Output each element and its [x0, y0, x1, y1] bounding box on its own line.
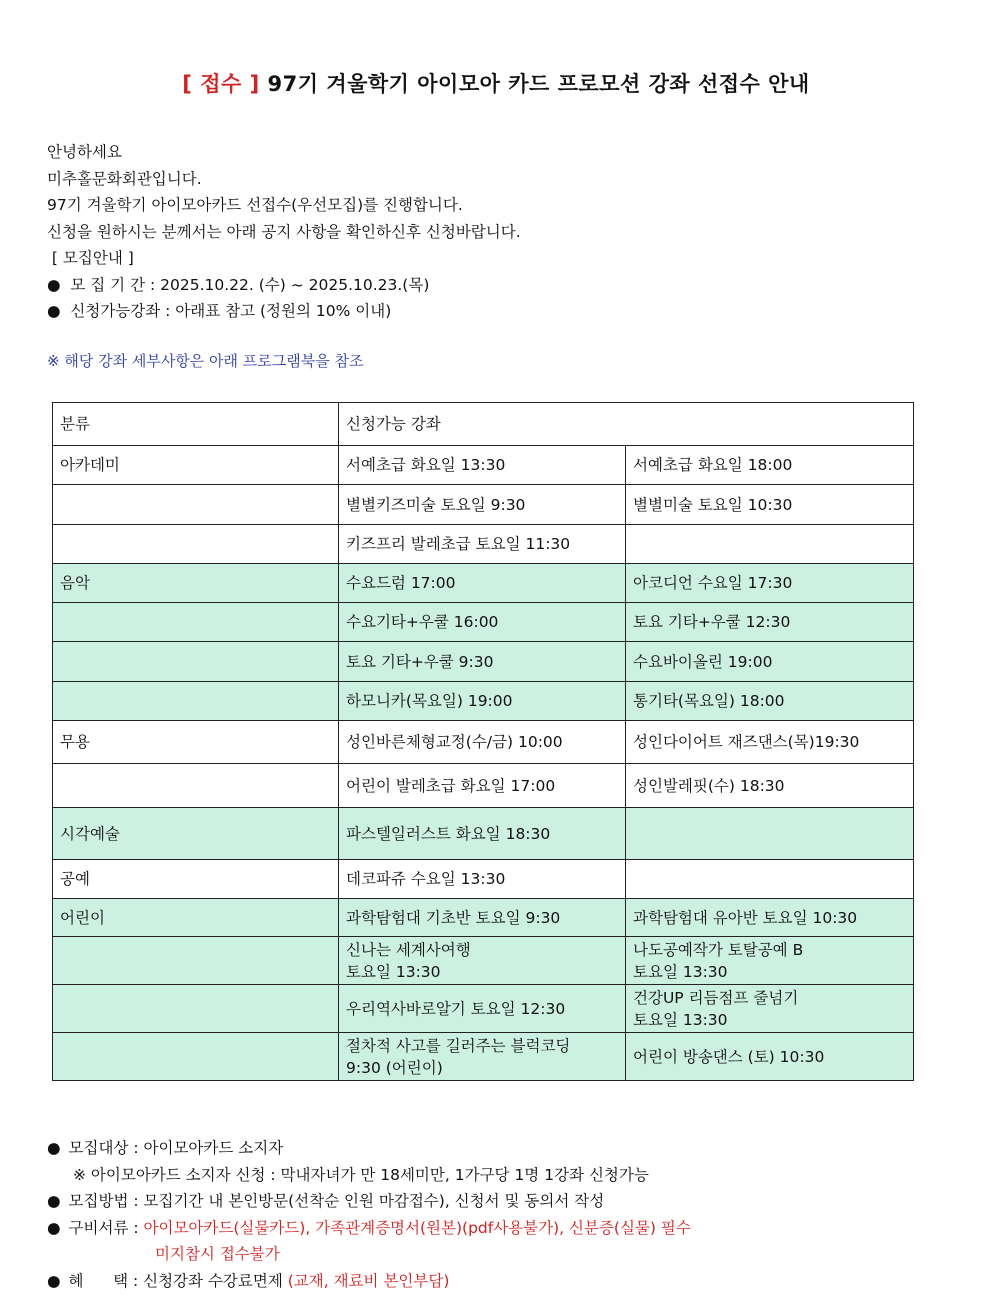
table-row	[53, 860, 914, 899]
category-cell	[53, 525, 339, 564]
course-cell: 하모니카(목요일) 19:00	[339, 682, 626, 721]
table-row	[53, 525, 914, 564]
course-cell: 과학탐험대 유아반 토요일 10:30	[626, 899, 914, 937]
benefit-label: 혜 택 :	[68, 1271, 144, 1290]
course-cell: 아코디언 수요일 17:30	[626, 564, 914, 603]
docs-value: 아이모아카드(실물카드), 가족관계증명서(원본)(pdf사용불가), 신분증(실물) 필수	[143, 1218, 691, 1237]
course-cell: 어린이 발레초급 화요일 17:00	[339, 764, 626, 808]
table-row	[53, 899, 914, 937]
target-note: ※ 아이모아카드 소지자 신청 : 막내자녀가 만 18세미만, 1가구당 1명 1강좌 신청가능	[73, 1165, 649, 1184]
title-tag: [ 접수 ]	[182, 72, 260, 96]
course-cell: 별별미술 토요일 10:30	[626, 485, 914, 525]
table-row	[53, 1033, 914, 1081]
category-cell: 공예	[53, 860, 339, 899]
category-cell	[53, 642, 339, 682]
docs-label: 구비서류 :	[68, 1218, 144, 1237]
target-label: 모집대상 :	[68, 1139, 144, 1157]
table-row	[53, 446, 914, 485]
course-cell: 나도공예작가 토탈공예 B 토요일 13:30	[626, 937, 914, 985]
recruit-period: ● 모 집 기 간 : 2025.10.22. (수) ~ 2025.10.23.(목)	[47, 275, 430, 294]
intro-section	[47, 139, 521, 325]
info-section	[47, 1135, 691, 1294]
table-row	[53, 808, 914, 860]
intro-line: 신청을 원하시는 분께서는 아래 공지 사항을 확인하신후 신청바랍니다.	[47, 222, 521, 241]
course-cell: 우리역사바로알기 토요일 12:30	[339, 985, 626, 1033]
category-cell: 어린이	[53, 899, 339, 937]
course-cell: 토요 기타+우쿨 12:30	[626, 603, 914, 642]
course-cell: 과학탐험대 기초반 토요일 9:30	[339, 899, 626, 937]
header-courses: 신청가능 강좌	[339, 403, 914, 446]
category-cell: 무용	[53, 721, 339, 764]
docs-row	[47, 1215, 691, 1242]
table-row	[53, 764, 914, 808]
table-row	[53, 642, 914, 682]
header-category: 분류	[53, 403, 339, 446]
course-cell: 건강UP 리듬점프 줄넘기 토요일 13:30	[626, 985, 914, 1033]
course-cell	[626, 860, 914, 899]
course-cell: 성인바른체형교정(수/금) 10:00	[339, 721, 626, 764]
category-cell: 시각예술	[53, 808, 339, 860]
benefit-value: 신청강좌 수강료면제	[143, 1271, 288, 1290]
program-book-note: ※ 해당 강좌 세부사항은 아래 프로그램북을 참조	[47, 352, 364, 370]
course-cell: 키즈프리 발레초급 토요일 11:30	[339, 525, 626, 564]
category-cell	[53, 937, 339, 985]
intro-line: 미추홀문화회관입니다.	[47, 169, 202, 188]
course-cell	[626, 525, 914, 564]
course-cell: 별별키즈미술 토요일 9:30	[339, 485, 626, 525]
category-cell	[53, 603, 339, 642]
table-row	[53, 985, 914, 1033]
intro-line: 97기 겨울학기 아이모아카드 선접수(우선모집)를 진행합니다.	[47, 196, 463, 214]
docs-note: 미지참시 접수불가	[155, 1245, 280, 1263]
page-title	[0, 68, 992, 98]
table-row	[53, 485, 914, 525]
course-cell: 토요 기타+우쿨 9:30	[339, 642, 626, 682]
target-row	[47, 1135, 691, 1162]
category-cell	[53, 985, 339, 1033]
method-row	[47, 1188, 691, 1215]
course-cell: 절차적 사고를 길러주는 블럭코딩 9:30 (어린이)	[339, 1033, 626, 1081]
category-cell	[53, 485, 339, 525]
course-cell: 신나는 세계사여행 토요일 13:30	[339, 937, 626, 985]
table-row	[53, 721, 914, 764]
category-cell	[53, 764, 339, 808]
method-label: 모집방법 :	[68, 1192, 144, 1210]
course-cell: 서예초급 화요일 18:00	[626, 446, 914, 485]
intro-line: 안녕하세요	[47, 143, 122, 161]
course-cell: 수요바이올린 19:00	[626, 642, 914, 682]
benefit-row	[47, 1268, 691, 1295]
category-cell: 아카데미	[53, 446, 339, 485]
course-cell: 어린이 방송댄스 (토) 10:30	[626, 1033, 914, 1081]
category-cell	[53, 1033, 339, 1081]
table-row	[53, 682, 914, 721]
course-cell: 파스텔일러스트 화요일 18:30	[339, 808, 626, 860]
course-table	[52, 402, 914, 1081]
available-courses-note: ● 신청가능강좌 : 아래표 참고 (정원의 10% 이내)	[47, 302, 392, 320]
course-cell: 서예초급 화요일 13:30	[339, 446, 626, 485]
course-cell: 성인다이어트 재즈댄스(목)19:30	[626, 721, 914, 764]
course-cell: 수요드럼 17:00	[339, 564, 626, 603]
recruit-guide-heading: [ 모집안내 ]	[47, 249, 134, 267]
category-cell: 음악	[53, 564, 339, 603]
target-value: 아이모아카드 소지자	[143, 1139, 284, 1157]
course-cell: 성인발레핏(수) 18:30	[626, 764, 914, 808]
course-cell	[626, 808, 914, 860]
method-value: 모집기간 내 본인방문(선착순 인원 마감접수), 신청서 및 동의서 작성	[143, 1192, 605, 1210]
title-text: 97기 겨울학기 아이모아 카드 프로모션 강좌 선접수 안내	[267, 72, 810, 96]
table-row	[53, 564, 914, 603]
table-header-row	[53, 403, 914, 446]
course-cell: 수요기타+우쿨 16:00	[339, 603, 626, 642]
course-cell: 통기타(목요일) 18:00	[626, 682, 914, 721]
course-cell: 데코파쥬 수요일 13:30	[339, 860, 626, 899]
benefit-note: (교재, 재료비 본인부담)	[287, 1271, 450, 1290]
table-row	[53, 937, 914, 985]
table-row	[53, 603, 914, 642]
category-cell	[53, 682, 339, 721]
